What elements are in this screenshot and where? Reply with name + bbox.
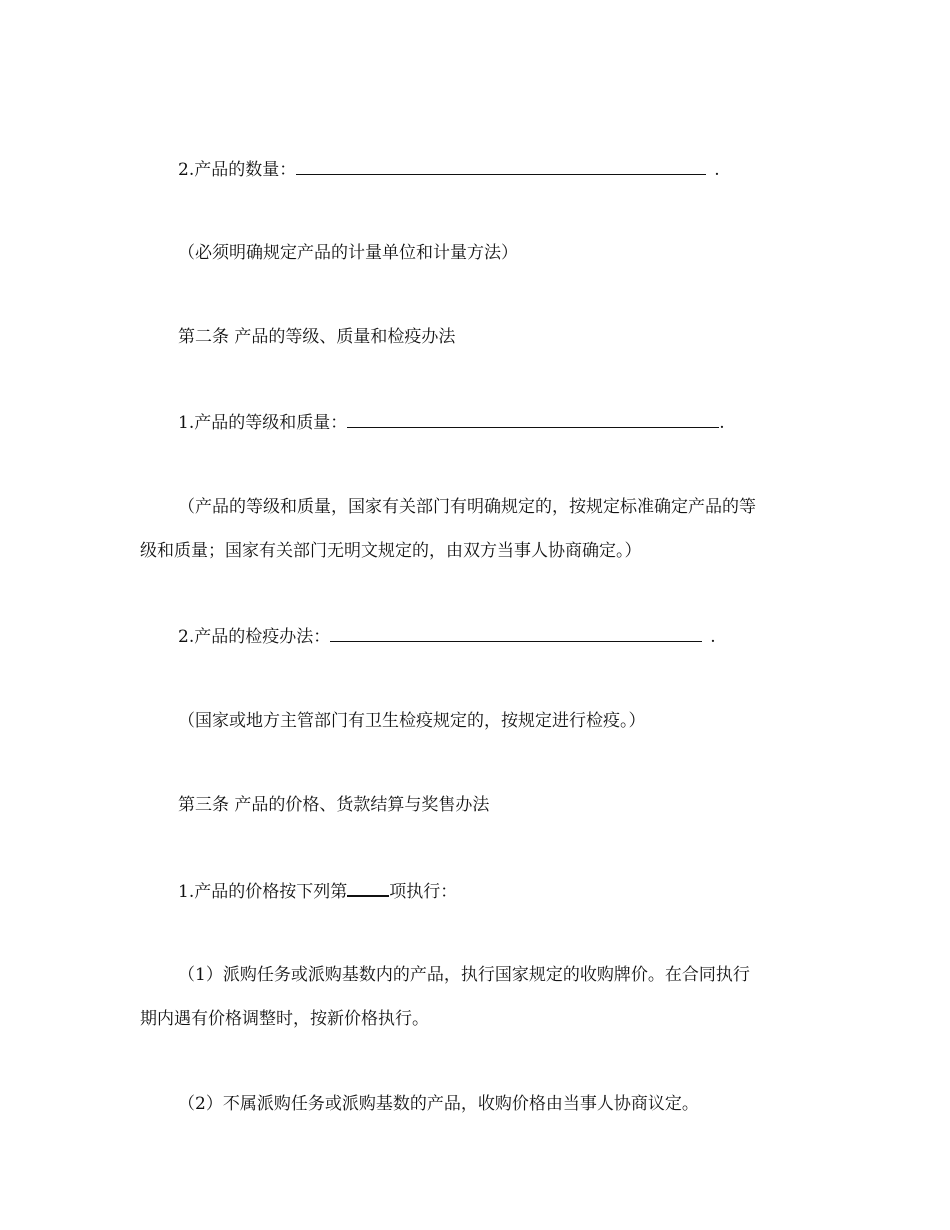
quantity-label: 2.产品的数量： (178, 160, 297, 180)
price-item-1-line-1: （1）派购任务或派购基数内的产品，执行国家规定的收购牌价。在合同执行 (178, 965, 750, 985)
article-2-heading: 第二条 产品的等级、质量和检疫办法 (178, 327, 456, 347)
grade-quality-note-line-1: （产品的等级和质量，国家有关部门有明确规定的，按规定标准确定产品的等 (178, 497, 756, 517)
quantity-blank[interactable] (296, 158, 706, 175)
grade-quality-period: . (719, 413, 725, 433)
grade-quality-note-line-2: 级和质量；国家有关部门无明文规定的，由双方当事人协商确定。） (140, 541, 642, 561)
quarantine-label: 2.产品的检疫办法： (178, 627, 331, 647)
price-option-label: 1.产品的价格按下列第 (178, 882, 348, 902)
price-item-1-line-2: 期内遇有价格调整时，按新价格执行。 (140, 1009, 429, 1029)
quantity-line (178, 158, 720, 181)
grade-quality-line (178, 411, 725, 434)
grade-quality-label: 1.产品的等级和质量： (178, 413, 348, 433)
quarantine-line (178, 625, 716, 648)
quarantine-period: . (710, 627, 716, 647)
price-option-blank[interactable] (347, 879, 389, 897)
price-option-line (178, 879, 457, 903)
price-item-2: （2）不属派购任务或派购基数的产品，收购价格由当事人协商议定。 (178, 1094, 699, 1114)
quarantine-note: （国家或地方主管部门有卫生检疫规定的，按规定进行检疫。） (178, 711, 646, 731)
quantity-note: （必须明确规定产品的计量单位和计量方法） (178, 243, 518, 263)
price-option-suffix: 项执行： (389, 882, 458, 902)
quantity-period: . (714, 160, 720, 180)
quarantine-blank[interactable] (330, 625, 702, 642)
grade-quality-blank[interactable] (347, 411, 719, 428)
article-3-heading: 第三条 产品的价格、货款结算与奖售办法 (178, 795, 490, 815)
